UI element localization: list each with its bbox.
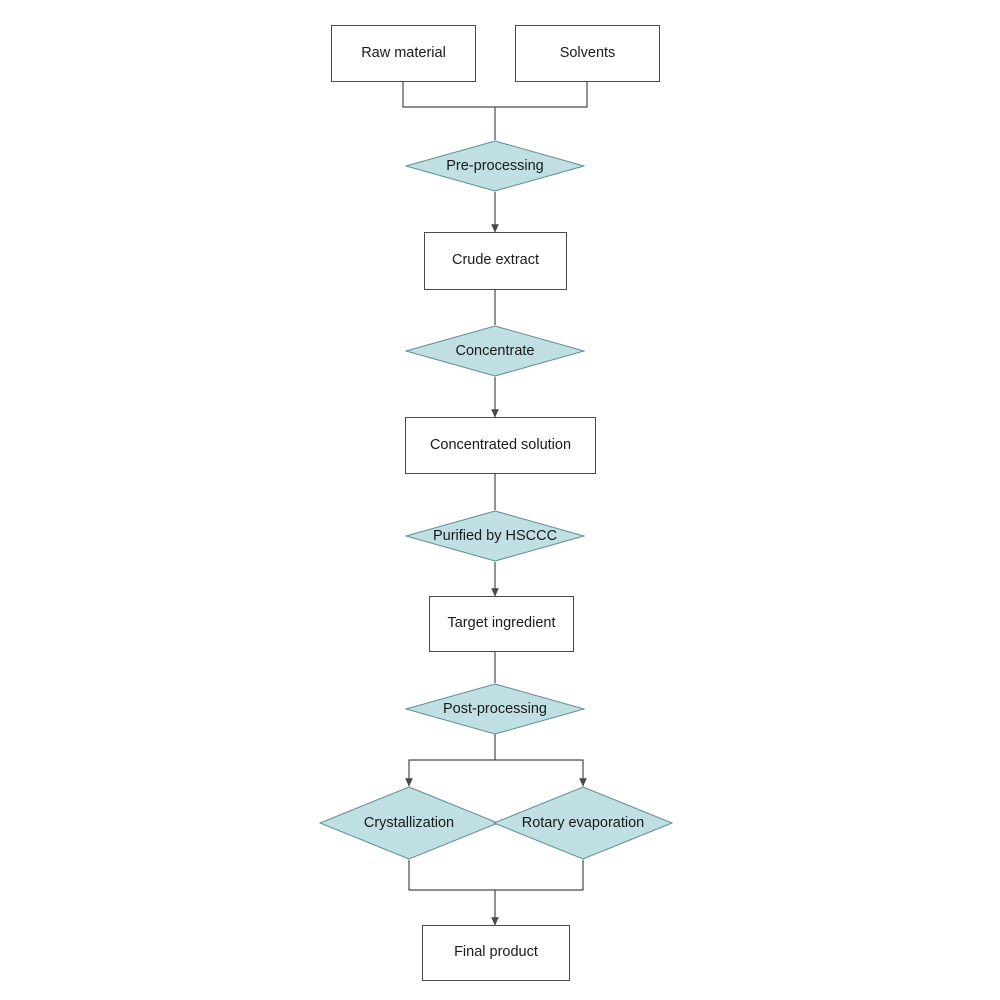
node-final-product xyxy=(422,925,570,981)
node-label: Solvents xyxy=(559,44,616,61)
node-purified-by-hsccc xyxy=(405,510,585,562)
node-label: Concentrated solution xyxy=(429,436,572,453)
node-label: Rotary evaporation xyxy=(521,815,645,831)
node-label: Post-processing xyxy=(443,701,547,717)
node-post-processing xyxy=(405,683,585,735)
node-label: Purified by HSCCC xyxy=(432,528,558,544)
node-rotary-evaporation xyxy=(493,786,673,860)
node-crystallization xyxy=(319,786,499,860)
node-label: Crude extract xyxy=(451,252,540,269)
node-raw-material xyxy=(331,25,476,82)
node-label: Concentrate xyxy=(455,343,535,359)
node-label: Crystallization xyxy=(363,815,455,831)
node-crude-extract xyxy=(424,232,567,290)
node-solvents xyxy=(515,25,660,82)
node-pre-processing xyxy=(405,140,585,192)
node-concentrate xyxy=(405,325,585,377)
node-target-ingredient xyxy=(429,596,574,652)
node-label: Raw material xyxy=(361,44,446,61)
node-label: Pre-processing xyxy=(446,158,544,174)
node-label: Target ingredient xyxy=(447,615,556,632)
node-label: Final product xyxy=(454,944,538,961)
node-concentrated-solution xyxy=(405,417,596,474)
